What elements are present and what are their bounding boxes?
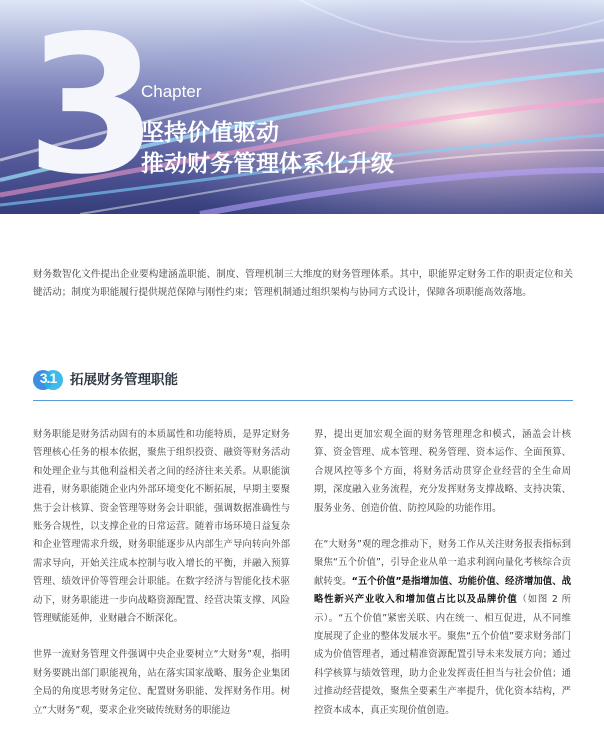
section-title: 拓展财务管理职能: [70, 372, 178, 388]
right-paragraph-2: [314, 536, 571, 720]
left-paragraph-1: 财务职能是财务活动固有的本质属性和功能特质，是界定财务管理核心任务的根本依据，聚焦于组织投资、融资等财务活动和处理企业与其他利益相关者之间的经济往来关系。从职能演进看，财务职能随企业内外部环境变化不断拓展，早期主要聚焦于会计核算、资金管理等财务会计职能，强调数据准确性与账务合规性，以支撑企业的日常运营。随着市场环境日益复杂和企业管理需求升级，财务职能逐步从内部生产导向转向外部需求导向，开始关注成本控制与收入增长的平衡，并融入预算管理、绩效评价等管理会计职能。在数字经济与智能化技术驱动下，财务职能进一步向战略资源配置、经营决策支撑、风险管理赋能延伸，业财融合不断深化。: [33, 429, 290, 625]
chapter-banner: [0, 0, 604, 214]
right-paragraph-1: 界，提出更加宏观全面的财务管理理念和模式，涵盖会计核算、资金管理、成本管理、税务管理、资本运作、全面预算、合规风控等多个方面，将财务活动贯穿企业经营的全生命周期，深度融入业务流程，充分发挥财务支撑战略、支持决策、服务业务、创造价值、防控风险的功能作用。: [314, 429, 571, 514]
chapter-number: 3: [26, 0, 155, 214]
left-column: [33, 426, 290, 738]
chapter-title: [141, 118, 471, 180]
chapter-title-line2: 推动财务管理体系化升级: [141, 151, 394, 177]
intro-paragraph: 财务数智化文件提出企业要构建涵盖职能、制度、管理机制三大维度的财务管理体系。其中，职能界定财务工作的职责定位和关键活动；制度为职能履行提供规范保障与刚性约束；管理机制通过组织架构与协同方式设计，保障各项职能高效落地。: [33, 269, 573, 298]
chapter-label: Chapter: [141, 82, 202, 101]
left-paragraph-2: 世界一流财务管理文件强调中央企业要树立“大财务”观，指明财务要跳出部门职能视角，站在落实国家战略、服务企业集团全局的角度思考财务定位、配置财务职能、发挥财务作用。树立“大财务”观，要求企业突破传统财务的职能边: [33, 649, 290, 716]
right-paragraph-2-part-a: 在“大财务”观的理念推动下，财务工作从关注财务报表指标到聚焦“五个价值”，引导企业从单一追求利润向量化考核综合贡献转变。: [314, 539, 571, 587]
right-column: [314, 426, 571, 738]
chapter-title-line1: 坚持价值驱动: [141, 120, 279, 146]
right-paragraph-2-part-c: （如图 2 所示）。“五个价值”紧密关联、内在统一、相互促进，从不同维度展现了企业的整体发展水平。聚焦“五个价值”要求财务部门成为价值管理者，通过精准资源配置引导未来发展方向；通过科学核算与绩效管理，助力企业发挥责任担当与社会价值；通过推动经营提效，聚焦全要素生产率提升，优化资本结构，严控资本成本，真正实现价值创造。: [314, 594, 571, 716]
section-heading: [33, 366, 573, 401]
five-values-definition: “五个价值”是指增加值、功能价值、经济增加值、战略性新兴产业收入和增加值占比以及品牌价值: [314, 575, 571, 606]
section-number: 3.1: [39, 370, 57, 386]
